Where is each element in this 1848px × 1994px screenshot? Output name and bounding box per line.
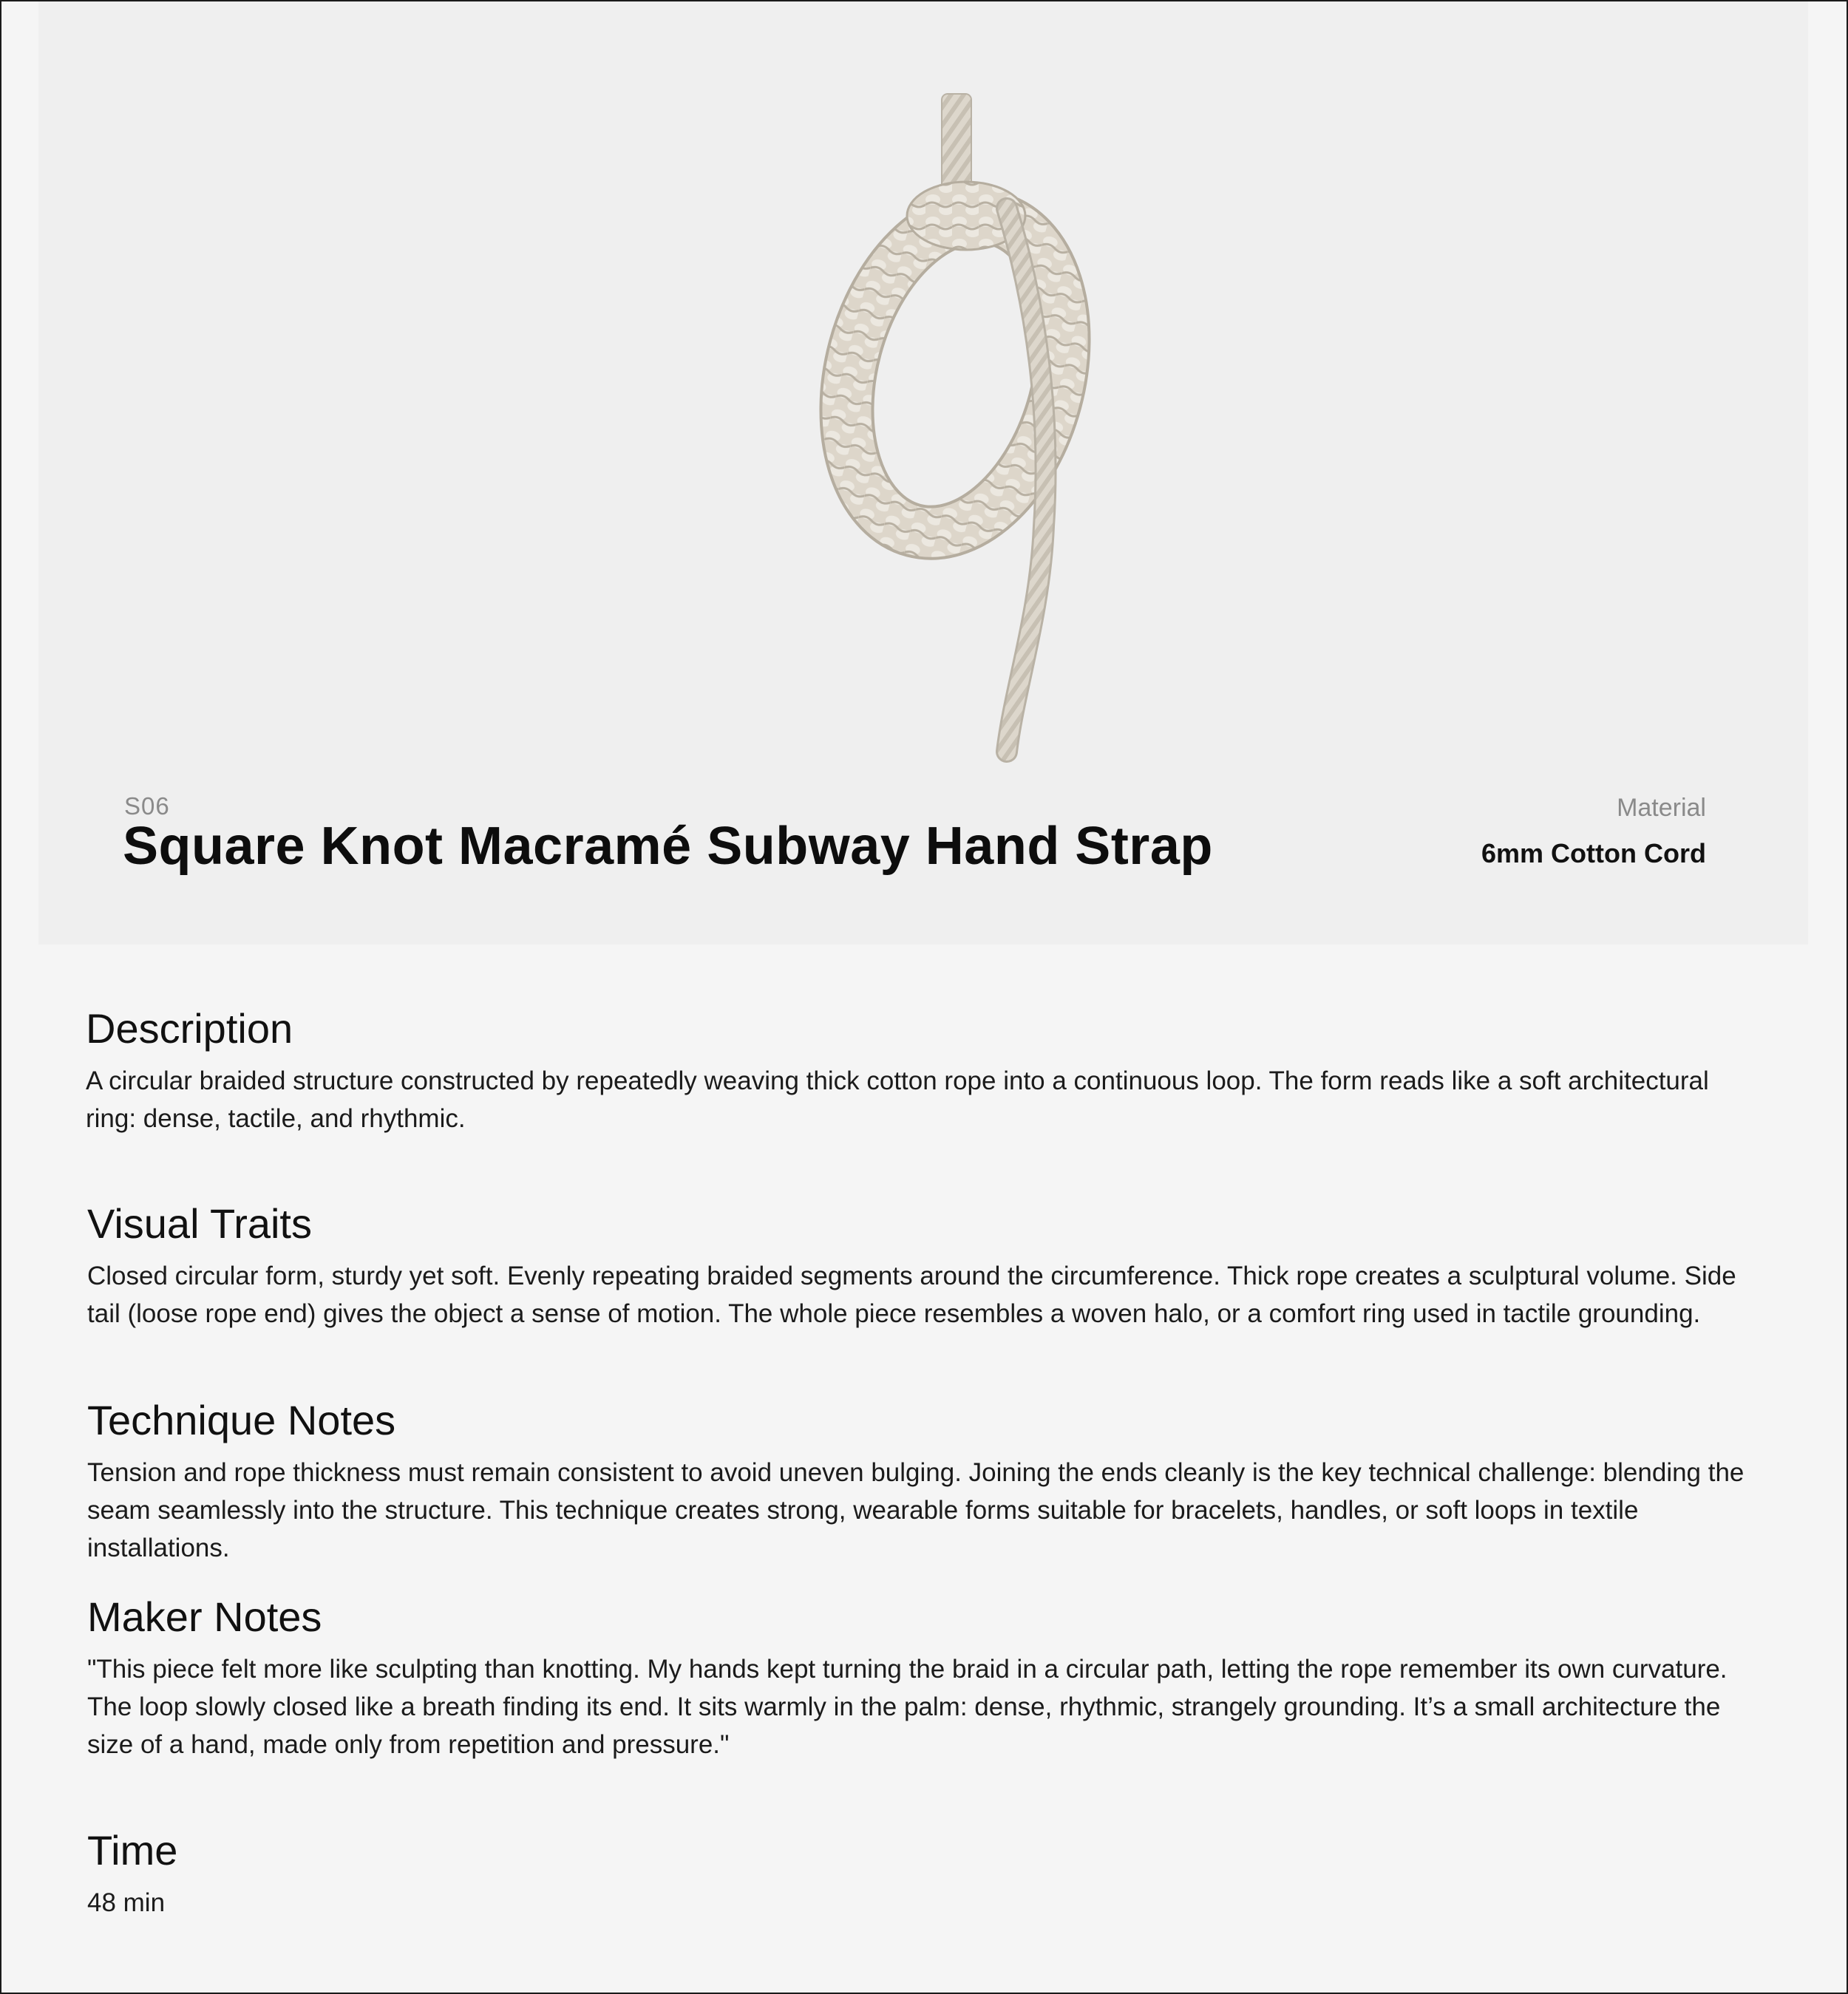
- item-code: S06: [124, 792, 170, 820]
- technique-notes-section: [87, 1395, 1753, 1567]
- maker-notes-text: "This piece felt more like sculpting than knotting. My hands kept turning the braid in a circular path, letting the rope remember its own curvature. The loop slowly closed like a breath finding its end. It sits warmly in the palm: dense, rhythmic, strangely grounding. It’s a small architecture the size of a hand, made only from repetition and pressure.": [87, 1655, 1728, 1760]
- maker-notes-section: [87, 1592, 1753, 1763]
- visual-traits-heading: Visual Traits: [87, 1200, 312, 1247]
- hero-panel: [38, 1, 1808, 945]
- macrame-rope-loop-illustration: [792, 83, 1132, 770]
- maker-notes-heading: Maker Notes: [87, 1593, 322, 1640]
- description-heading: Description: [86, 1005, 293, 1052]
- technique-notes-heading: Technique Notes: [87, 1397, 396, 1443]
- material-value: 6mm Cotton Cord: [1481, 838, 1706, 868]
- visual-traits-text: Closed circular form, sturdy yet soft. Evenly repeating braided segments around the circumference. Thick rope creates a sculptural volume. Side tail (loose rope end) gives the object a sense of motion. The whole piece resembles a woven halo, or a comfort ring used in tactile grounding.: [87, 1262, 1736, 1329]
- visual-traits-section: [87, 1199, 1753, 1333]
- time-value: 48 min: [87, 1888, 166, 1918]
- description-section: [86, 1004, 1752, 1137]
- description-text: A circular braided structure constructed by repeatedly weaving thick cotton rope into a continuous loop. The form reads like a soft architectural ring: dense, tactile, and rhythmic.: [86, 1066, 1709, 1134]
- time-heading: Time: [87, 1827, 178, 1874]
- material-label: Material: [1617, 794, 1706, 822]
- page-title: Square Knot Macramé Subway Hand Strap: [123, 817, 1213, 876]
- time-section: [87, 1825, 1753, 1922]
- technique-notes-text: Tension and rope thickness must remain consistent to avoid uneven bulging. Joining the ends cleanly is the key technical challenge: blending the seam seamlessly into the structure. This technique creates strong, wearable forms suitable for bracelets, handles, or soft loops in textile installations.: [87, 1458, 1745, 1563]
